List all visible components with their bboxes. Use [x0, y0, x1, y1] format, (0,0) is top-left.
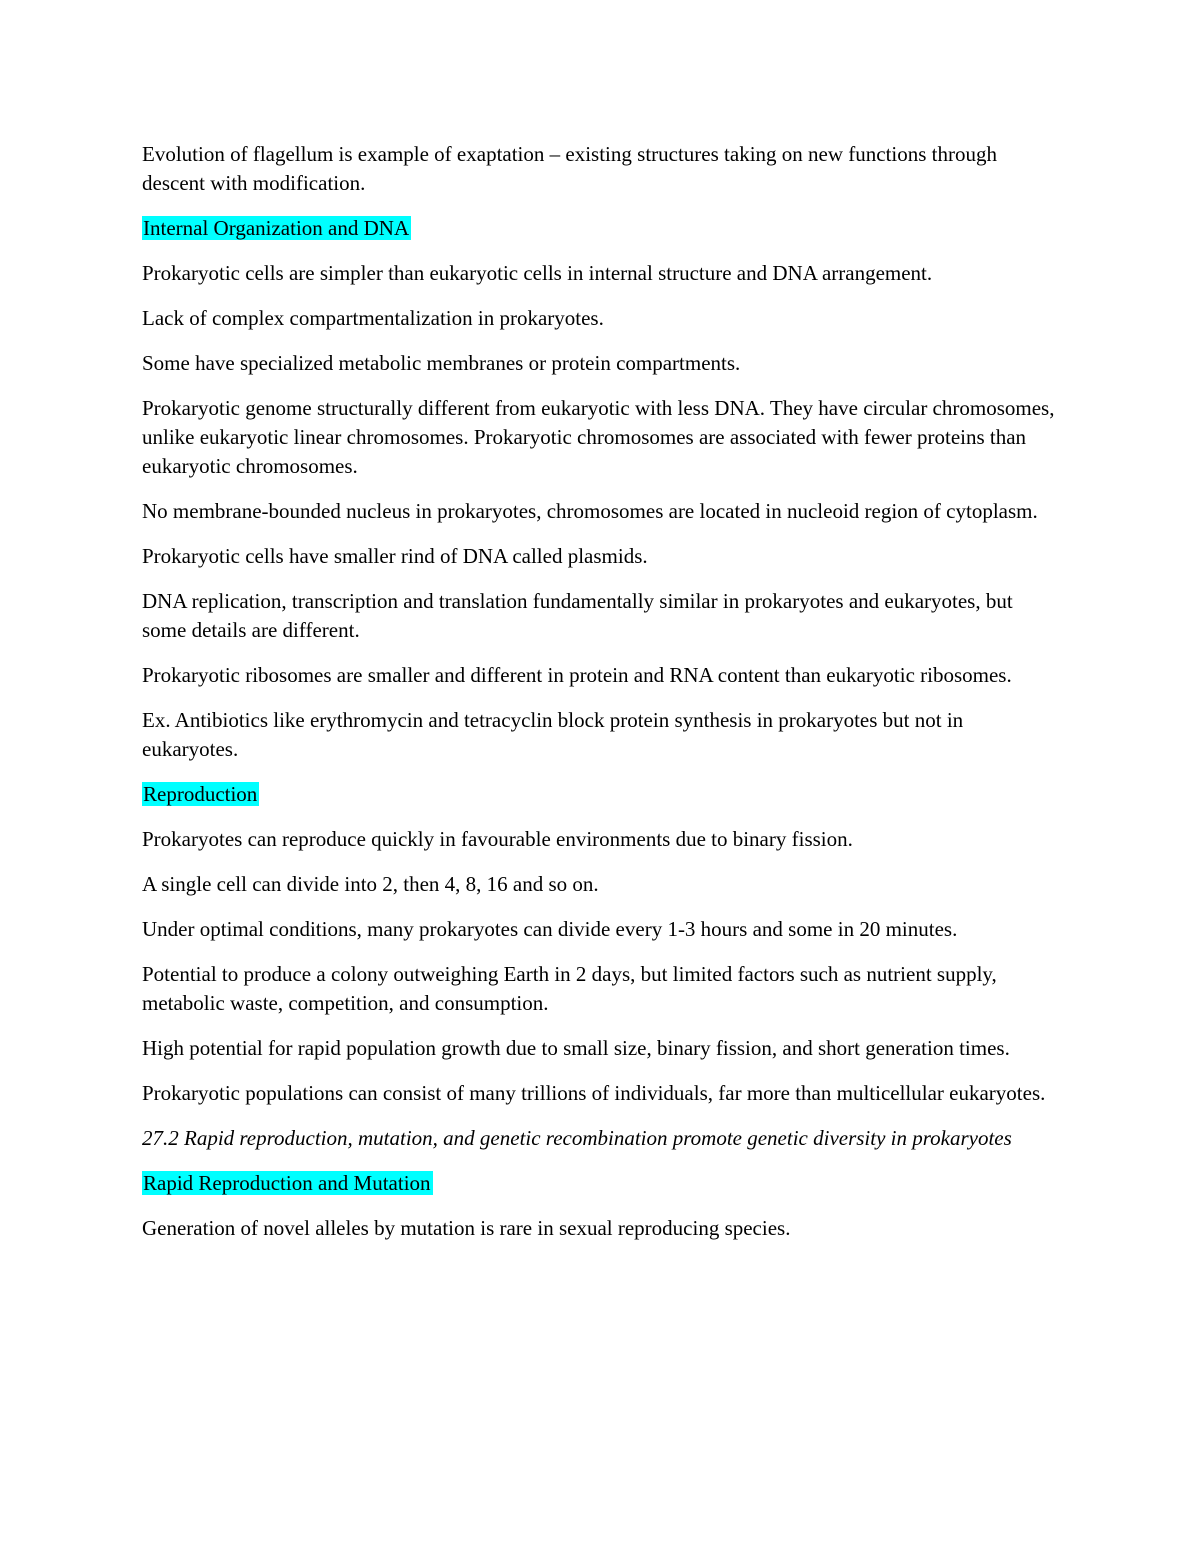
highlighted-heading-text: Reproduction [143, 782, 258, 806]
paragraph: A single cell can divide into 2, then 4, 8, 16 and so on. [142, 872, 599, 896]
paragraph: DNA replication, transcription and translation fundamentally similar in prokaryotes and eukaryotes, but some details are different. [142, 589, 1013, 642]
section-heading [142, 214, 1062, 243]
paragraph: Prokaryotic populations can consist of many trillions of individuals, far more than multicellular eukaryotes. [142, 1081, 1046, 1105]
paragraph: High potential for rapid population growth due to small size, binary fission, and short generation times. [142, 1036, 1010, 1060]
paragraph: Potential to produce a colony outweighing Earth in 2 days, but limited factors such as nutrient supply, metabolic waste, competition, and consumption. [142, 962, 997, 1015]
section-heading [142, 1169, 1062, 1198]
document-body [142, 140, 1062, 1259]
paragraph: Prokaryotic ribosomes are smaller and different in protein and RNA content than eukaryotic ribosomes. [142, 663, 1012, 687]
highlighted-heading-text: Internal Organization and DNA [143, 216, 410, 240]
paragraph: Lack of complex compartmentalization in prokaryotes. [142, 306, 604, 330]
highlighted-heading-text: Rapid Reproduction and Mutation [143, 1171, 431, 1195]
paragraph: No membrane-bounded nucleus in prokaryotes, chromosomes are located in nucleoid region of cytoplasm. [142, 499, 1038, 523]
section-heading [142, 780, 1062, 809]
paragraph: Prokaryotes can reproduce quickly in favourable environments due to binary fission. [142, 827, 853, 851]
paragraph: Under optimal conditions, many prokaryotes can divide every 1-3 hours and some in 20 minutes. [142, 917, 958, 941]
paragraph: Ex. Antibiotics like erythromycin and tetracyclin block protein synthesis in prokaryotes but not in eukaryotes. [142, 708, 964, 761]
paragraph: Prokaryotic genome structurally different from eukaryotic with less DNA. They have circular chromosomes, unlike eukaryotic linear chromosomes. Prokaryotic chromosomes are associated with fewer proteins than eukaryotic chromosomes. [142, 396, 1055, 478]
paragraph: Generation of novel alleles by mutation is rare in sexual reproducing species. [142, 1216, 791, 1240]
chapter-subheading: 27.2 Rapid reproduction, mutation, and genetic recombination promote genetic diversity in prokaryotes [142, 1126, 1012, 1150]
paragraph: Prokaryotic cells have smaller rind of DNA called plasmids. [142, 544, 648, 568]
paragraph: Prokaryotic cells are simpler than eukaryotic cells in internal structure and DNA arrangement. [142, 261, 933, 285]
paragraph: Some have specialized metabolic membranes or protein compartments. [142, 351, 741, 375]
paragraph: Evolution of flagellum is example of exaptation – existing structures taking on new functions through descent with modification. [142, 142, 997, 195]
